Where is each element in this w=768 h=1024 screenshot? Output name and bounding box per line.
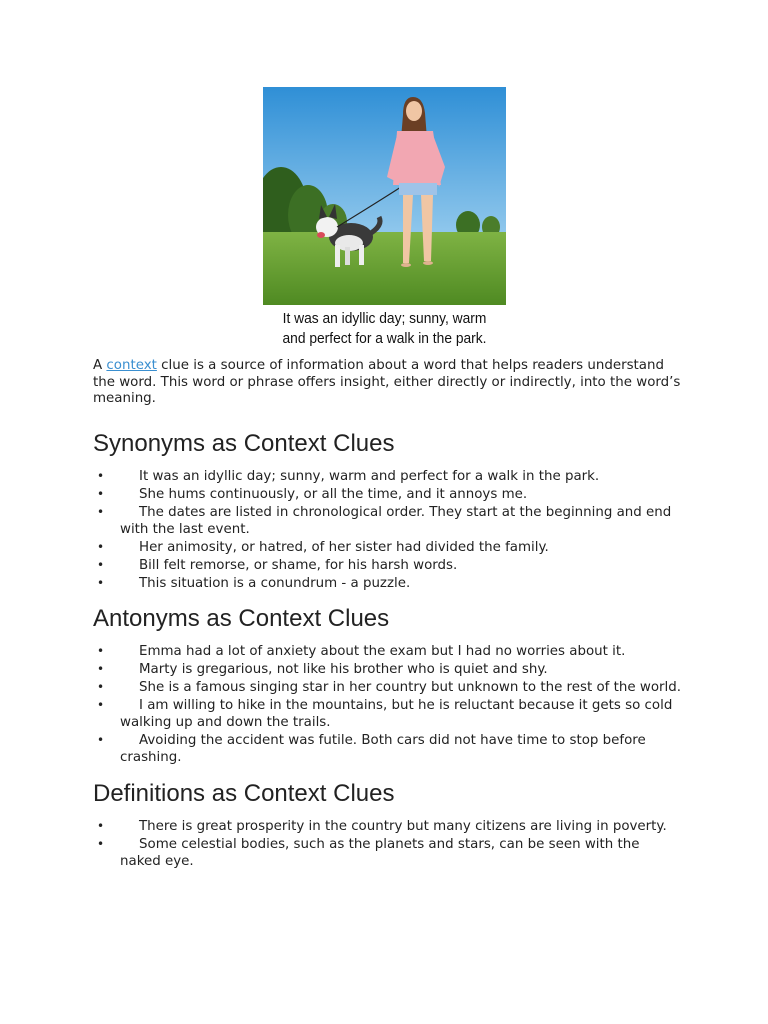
list-item-text: Bill felt remorse, or shame, for his harsh words.: [139, 557, 458, 573]
list-item: [93, 661, 683, 678]
bullet-icon: •: [97, 661, 105, 676]
bullet-icon: •: [97, 697, 105, 712]
list-item-text: It was an idyllic day; sunny, warm and perfect for a walk in the park.: [139, 468, 600, 484]
list-item-text: Avoiding the accident was futile. Both cars did not have time to stop before crashing.: [120, 732, 646, 765]
bullet-icon: •: [97, 575, 105, 590]
list-item: [93, 697, 683, 731]
bullet-icon: •: [97, 468, 105, 483]
section-heading-synonyms: Synonyms as Context Clues: [93, 429, 395, 457]
list-item-text: This situation is a conundrum - a puzzle.: [139, 575, 411, 591]
list-item: [93, 539, 683, 556]
list-item: [93, 836, 683, 870]
intro-text: clue is a source of information about a word that helps readers understand the word. This word or phrase offers insight, either directly or indirectly, into the word’s meaning.: [93, 358, 681, 406]
list-item: [93, 575, 683, 592]
list-item-text: I am willing to hike in the mountains, but he is reluctant because it gets so cold walking up and down the trails.: [120, 697, 673, 730]
bullet-icon: •: [97, 557, 105, 572]
bullet-icon: •: [97, 643, 105, 658]
list-item: [93, 557, 683, 574]
definitions-list: [93, 818, 683, 870]
list-item-text: Emma had a lot of anxiety about the exam but I had no worries about it.: [139, 643, 626, 659]
intro-prefix: A: [93, 358, 107, 373]
bullet-icon: •: [97, 818, 105, 833]
figure: [263, 87, 506, 349]
list-item-text: The dates are listed in chronological order. They start at the beginning and end with the last event.: [120, 504, 672, 537]
intro-paragraph: [93, 358, 683, 408]
list-item-text: Her animosity, or hatred, of her sister had divided the family.: [139, 539, 549, 555]
list-item: [93, 643, 683, 660]
section-heading-definitions: Definitions as Context Clues: [93, 779, 395, 807]
park-walk-photo: [263, 87, 506, 305]
list-item-text: Some celestial bodies, such as the planets and stars, can be seen with the naked eye.: [120, 836, 640, 869]
list-item-text: She is a famous singing star in her country but unknown to the rest of the world.: [139, 679, 682, 695]
list-item: [93, 818, 683, 835]
caption-line: and perfect for a walk in the park.: [282, 330, 487, 347]
bullet-icon: •: [97, 679, 105, 694]
list-item: [93, 679, 683, 696]
section-heading-antonyms: Antonyms as Context Clues: [93, 604, 390, 632]
list-item-text: There is great prosperity in the country but many citizens are living in poverty.: [139, 818, 667, 834]
synonyms-list: [93, 468, 683, 592]
list-item-text: She hums continuously, or all the time, and it annoys me.: [139, 486, 528, 502]
list-item: [93, 468, 683, 485]
bullet-icon: •: [97, 732, 105, 747]
bullet-icon: •: [97, 539, 105, 554]
bullet-icon: •: [97, 486, 105, 501]
list-item: [93, 486, 683, 503]
document-body: [93, 358, 683, 871]
photo-caption: [273, 309, 497, 349]
list-item: [93, 732, 683, 766]
context-link[interactable]: context: [106, 358, 157, 373]
bullet-icon: •: [97, 836, 105, 851]
antonyms-list: [93, 643, 683, 766]
list-item-text: Marty is gregarious, not like his brother who is quiet and shy.: [139, 661, 548, 677]
list-item: [93, 504, 683, 538]
bullet-icon: •: [97, 504, 105, 519]
caption-line: It was an idyllic day; sunny, warm: [282, 310, 487, 327]
